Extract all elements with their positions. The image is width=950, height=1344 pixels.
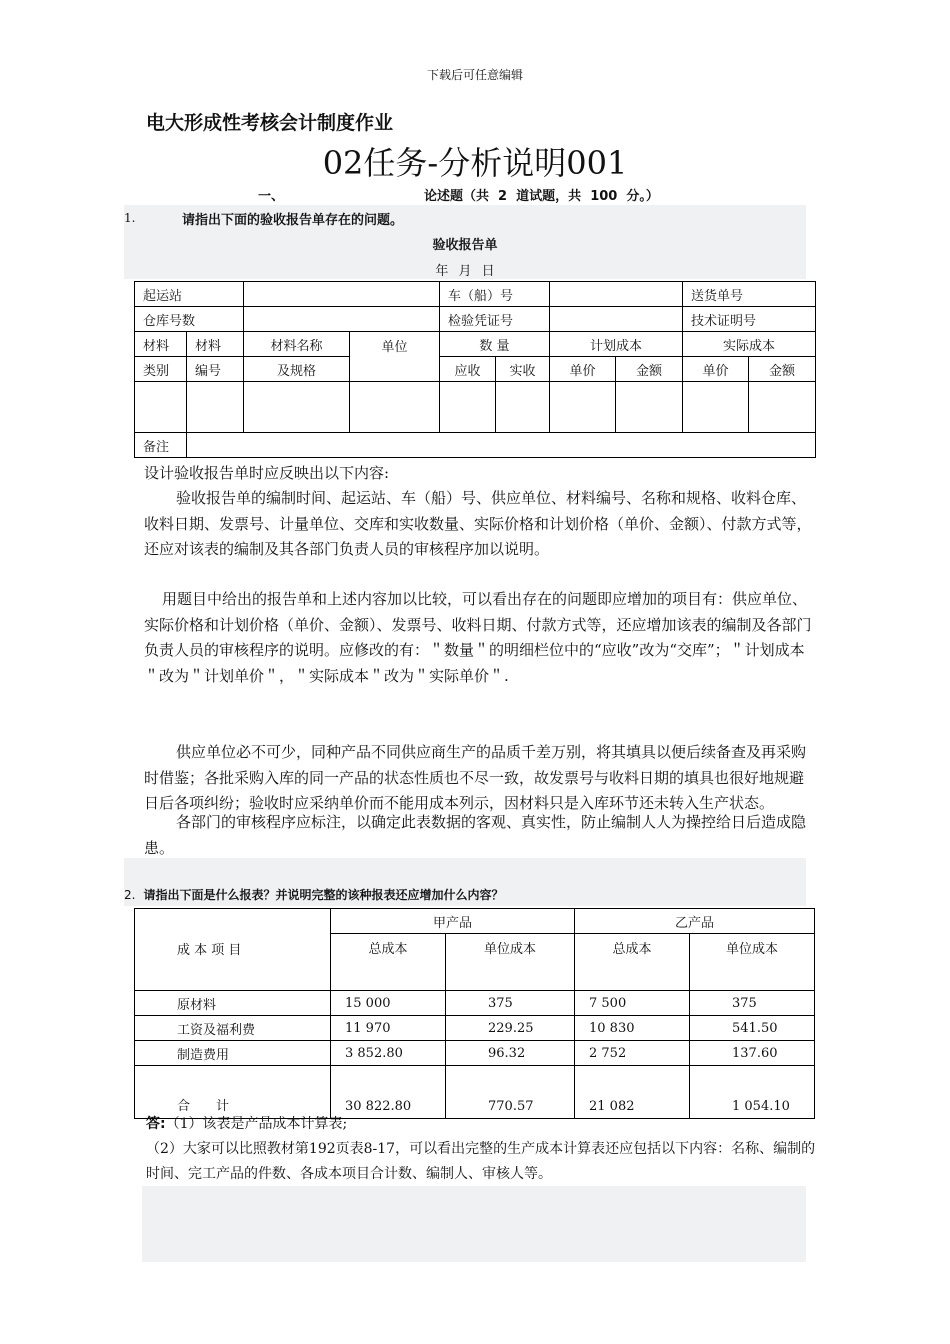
table-header-cell: 单位 (350, 332, 440, 382)
table-total-row (135, 1066, 815, 1119)
cost-item-header: 成 本 项 目 (135, 909, 331, 991)
total-cost-header: 总成本 (575, 934, 690, 991)
question-2-number: 2. (124, 888, 136, 902)
answer-box (142, 1186, 806, 1262)
table-cell (683, 382, 749, 433)
table-cell: 2 752 (575, 1041, 690, 1066)
table-header-cell: 实收 (496, 357, 550, 382)
table-row (135, 1041, 815, 1066)
table-cell: 起运站 (135, 282, 244, 307)
table-cell (244, 307, 440, 332)
table-cell: 技术证明号 (683, 307, 816, 332)
answer-text: （1）该表是产品成本计算表; (165, 1116, 348, 1132)
product-b-header: 乙产品 (575, 909, 815, 934)
table-header-cell: 实际成本 (683, 332, 816, 357)
header-note: 下载后可任意编辑 (426, 68, 523, 82)
table-header-cell: 计划成本 (550, 332, 683, 357)
unit-cost-header: 单位成本 (446, 934, 575, 991)
cost-item: 制造费用 (135, 1041, 331, 1066)
table-cell: 541.50 (690, 1016, 815, 1041)
table-cell (440, 382, 496, 433)
table-cell (496, 382, 550, 433)
table-row (135, 382, 816, 433)
product-a-header: 甲产品 (331, 909, 575, 934)
section-text: 论述题（共 2 道试题，共 100 分。） (424, 189, 659, 204)
unit-cost-header: 单位成本 (690, 934, 815, 991)
table-row (135, 307, 816, 332)
table-header-cell: 单价 (550, 357, 616, 382)
table-header-row (135, 357, 816, 382)
table-cell: 1 054.10 (690, 1066, 815, 1119)
total-label: 合 计 (135, 1066, 331, 1119)
table-cell: 车（船）号 (440, 282, 550, 307)
table-cell: 15 000 (331, 991, 446, 1016)
table-cell (244, 382, 350, 433)
form-title: 验收报告单 (432, 238, 498, 253)
table-cell: 96.32 (446, 1041, 575, 1066)
answer-line-2: （2）大家可以比照教材第192页表8-17，可以看出完整的生产成本计算表还应包括以下内容：名称、编制的时间、完工产品的件数、各成本项目合计数、编制人、审核人等。 (146, 1141, 816, 1182)
table-cell: 送货单号 (683, 282, 816, 307)
table-cell: 10 830 (575, 1016, 690, 1041)
cost-item: 原材料 (135, 991, 331, 1016)
table-cell: 3 852.80 (331, 1041, 446, 1066)
answer-paragraph: 供应单位必不可少，同种产品不同供应商生产的品质千差万别，将其填具以便后续备查及再采购时借鉴；各批采购入库的同一产品的状态性质也不尽一致，故发票号与收料日期的填具也很好地规避日后各项纠纷；验收时应采纳单价而不能用成本列示，因材料只是入库环节还未转入生产状态。 (144, 743, 807, 812)
table-cell (749, 382, 816, 433)
table-row (135, 282, 816, 307)
table-header-cell: 类别 (135, 357, 187, 382)
cost-calculation-table (134, 908, 815, 1119)
question-1-prompt: 请指出下面的验收报告单存在的问题。 (182, 213, 404, 228)
table-cell: 30 822.80 (331, 1066, 446, 1119)
table-header-cell: 应收 (440, 357, 496, 382)
table-cell: 137.60 (690, 1041, 815, 1066)
cost-item: 工资及福利费 (135, 1016, 331, 1041)
table-header-row (135, 332, 816, 357)
question-2-prompt: 请指出下面是什么报表？并说明完整的该种报表还应增加什么内容？ (143, 888, 504, 902)
table-cell (550, 282, 683, 307)
table-cell (550, 382, 616, 433)
table-cell: 仓库号数 (135, 307, 244, 332)
table-header-cell: 材料 (135, 332, 187, 357)
question-1-number: 1. (124, 211, 136, 225)
table-cell (616, 382, 683, 433)
table-row (135, 1016, 815, 1041)
question-2-heading (124, 886, 503, 903)
task-title: 02任务-分析说明001 (322, 144, 628, 182)
table-cell: 检验凭证号 (440, 307, 550, 332)
table-header-cell: 材料名称 (244, 332, 350, 357)
remark-cell (187, 433, 816, 458)
answer-paragraph: 验收报告单的编制时间、起运站、车（船）号、供应单位、材料编号、名称和规格、收料仓库、收料日期、发票号、计量单位、交库和实收数量、实际价格和计划价格（单价、金额）、付款方式等，还应对该表的编制及其各部门负责人员的审核程序加以说明。 (144, 489, 812, 558)
table-header-cell: 单价 (683, 357, 749, 382)
section-number: 一、 (258, 189, 285, 204)
table-header-cell: 及规格 (244, 357, 350, 382)
table-cell: 375 (446, 991, 575, 1016)
answer-label: 答: (146, 1116, 166, 1132)
table-header-cell: 编号 (187, 357, 244, 382)
answer-paragraph: 各部门的审核程序应标注，以确定此表数据的客观、真实性，防止编制人人为操控给日后造成隐患。 (144, 813, 807, 857)
answer-line-1 (146, 1112, 347, 1137)
answer-paragraph: 用题目中给出的报告单和上述内容加以比较，可以看出存在的问题即应增加的项目有：供应单位、实际价格和计划价格（单价、金额）、发票号、收料日期、付款方式等，还应增加该表的编制及各部门负责人员的审核程序的说明。应修改的有：＂数量＂的明细栏位中的“应收”改为“交库”；＂计划成本＂改为＂计划单价＂，＂实际成本＂改为＂实际单价＂. (144, 590, 812, 685)
total-cost-header: 总成本 (331, 934, 446, 991)
table-cell (550, 307, 683, 332)
table-cell (135, 382, 187, 433)
remark-label: 备注 (135, 433, 187, 458)
table-cell (350, 382, 440, 433)
table-header-cell: 金额 (616, 357, 683, 382)
table-header-row (135, 909, 815, 934)
table-cell (187, 382, 244, 433)
acceptance-report-grid (134, 281, 816, 458)
table-header-cell: 材料 (187, 332, 244, 357)
table-cell (244, 282, 440, 307)
table-row (135, 433, 816, 458)
form-date: 年 月 日 (435, 264, 495, 279)
table-cell: 11 970 (331, 1016, 446, 1041)
answer-intro: 设计验收报告单时应反映出以下内容: (144, 464, 390, 482)
table-cell: 375 (690, 991, 815, 1016)
table-cell: 229.25 (446, 1016, 575, 1041)
document-title: 电大形成性考核会计制度作业 (146, 112, 394, 134)
table-header-cell: 金额 (749, 357, 816, 382)
table-cell: 770.57 (446, 1066, 575, 1119)
table-cell: 7 500 (575, 991, 690, 1016)
table-header-cell: 数 量 (440, 332, 550, 357)
table-cell: 21 082 (575, 1066, 690, 1119)
table-row (135, 991, 815, 1016)
